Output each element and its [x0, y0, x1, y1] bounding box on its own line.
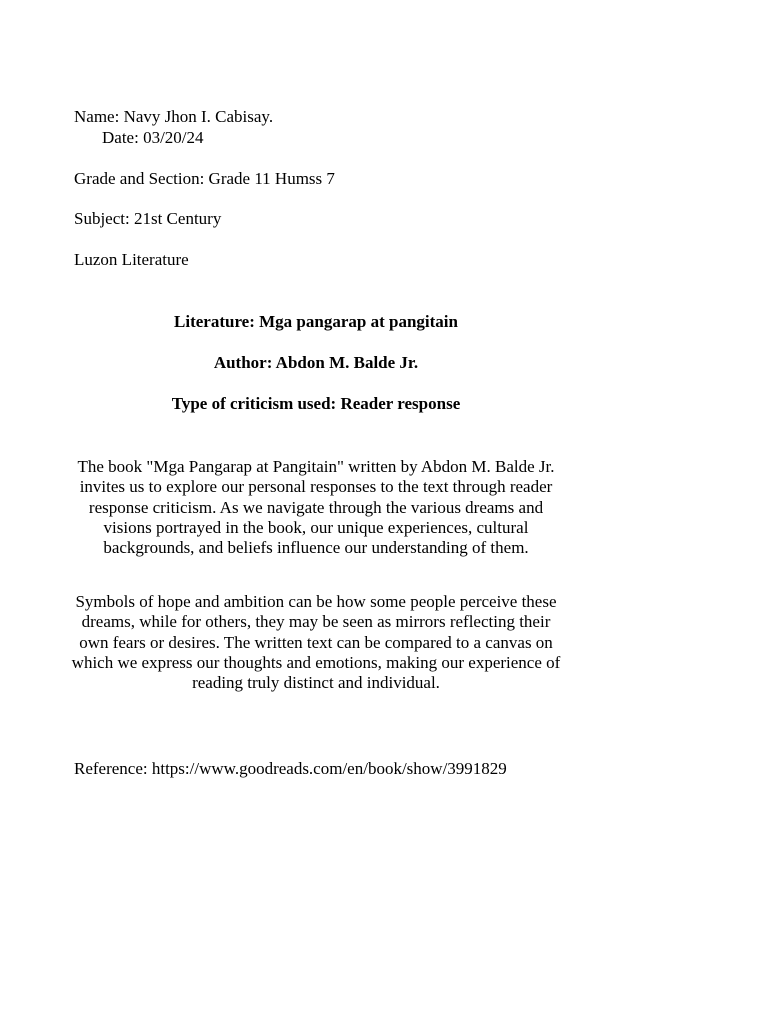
body-paragraph-1: The book "Mga Pangarap at Pangitain" written by Abdon M. Balde Jr. invites us to explore our personal responses to the text through reader response criticism. As we navigate through the various dreams and visions portrayed in the book, our unique experiences, cultural backgrounds, and beliefs influence our understanding of them.	[77, 457, 555, 558]
document-date: Date: 03/20/24	[102, 128, 204, 147]
literature-region: Luzon Literature	[74, 250, 189, 269]
author-line: Author: Abdon M. Balde Jr.	[213, 353, 419, 372]
criticism-type: Type of criticism used: Reader response	[171, 394, 461, 413]
grade-section: Grade and Section: Grade 11 Humss 7	[74, 169, 335, 188]
student-name: Name: Navy Jhon I. Cabisay.	[74, 107, 274, 126]
body-paragraph-2: Symbols of hope and ambition can be how some people perceive these dreams, while for others, they may be seen as mirrors reflecting their own fears or desires. The written text can be compared to a canvas on which we express our thoughts and emotions, making our experience of reading truly distinct and individual.	[71, 592, 561, 693]
reference-line: Reference: https://www.goodreads.com/en/book/show/3991829	[74, 759, 507, 778]
subject: Subject: 21st Century	[74, 209, 222, 228]
literature-title: Literature: Mga pangarap at pangitain	[174, 312, 458, 331]
